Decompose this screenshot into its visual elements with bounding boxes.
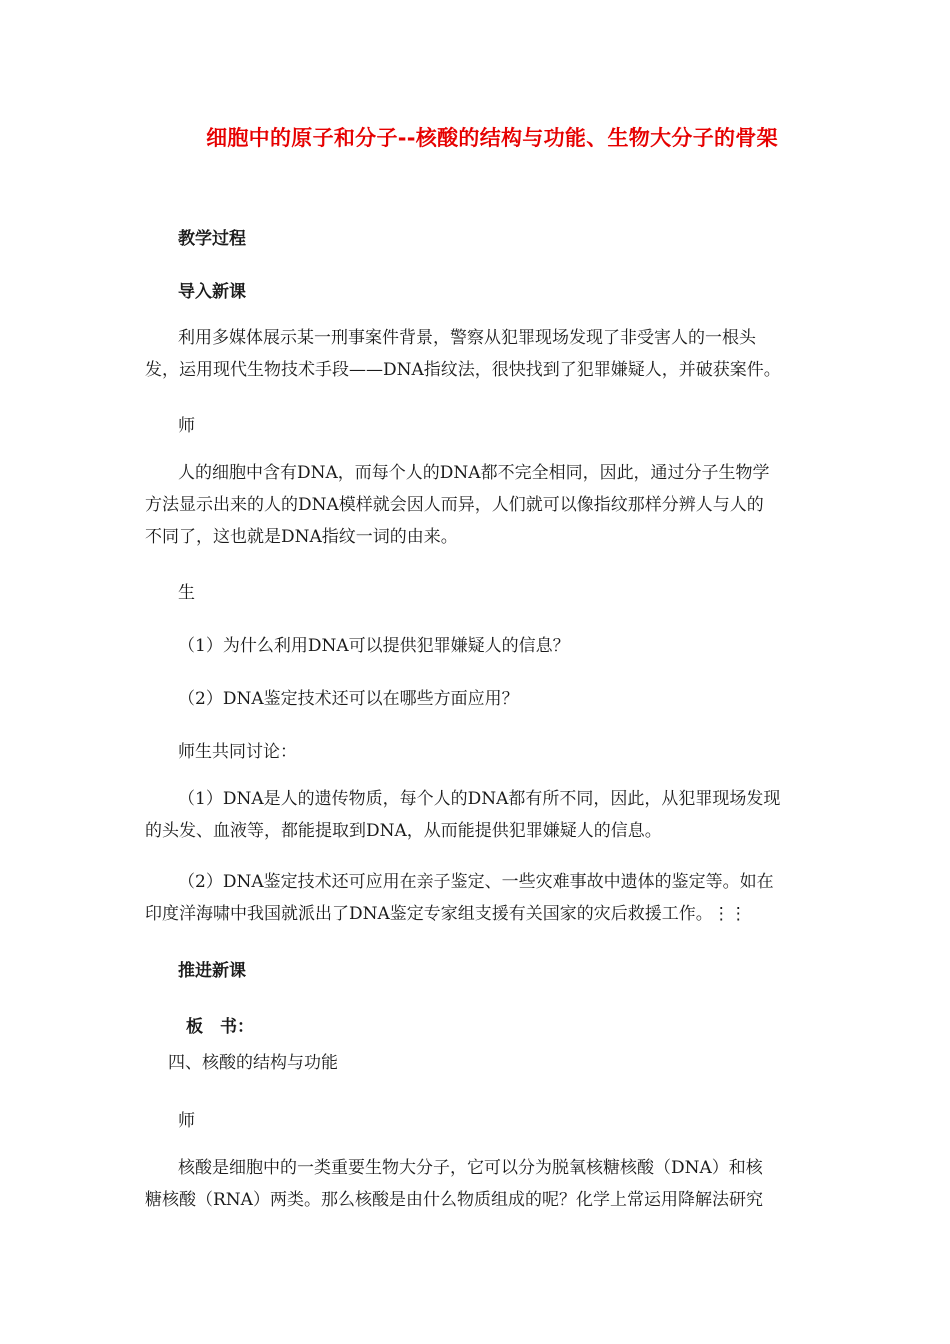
answer-2-paragraph [145,866,810,930]
intro-line-2: 发，运用现代生物技术手段——DNA指纹法，很快找到了犯罪嫌疑人，并破获案件。 [145,360,781,380]
question-1: （1）为什么利用DNA可以提供犯罪嫌疑人的信息？ [178,636,570,656]
answer-1-line-2: 的头发、血液等，都能提取到DNA，从而能提供犯罪嫌疑人的信息。 [145,821,662,841]
speaker-teacher-2: 师 [178,1111,195,1131]
heading-teaching-process: 教学过程 [178,229,246,249]
heading-intro: 导入新课 [178,282,246,302]
heading-advance: 推进新课 [178,961,246,981]
teacher-1-paragraph [145,457,810,553]
board-item: 四、核酸的结构与功能 [168,1053,338,1073]
discussion-label: 师生共同讨论： [178,742,297,762]
teacher-1-line-3: 不同了，这也就是DNA指纹一词的由来。 [145,527,458,547]
speaker-teacher-1: 师 [178,416,195,436]
answer-2-line-1: （2）DNA鉴定技术还可应用在亲子鉴定、一些灾难事故中遗体的鉴定等。如在 [178,872,774,892]
question-2: （2）DNA鉴定技术还可以在哪些方面应用？ [178,689,519,709]
teacher-1-line-1: 人的细胞中含有DNA，而每个人的DNA都不完全相同，因此，通过分子生物学 [178,463,770,483]
teacher-2-paragraph [145,1152,810,1216]
answer-1-paragraph [145,783,810,847]
answer-1-line-1: （1）DNA是人的遗传物质，每个人的DNA都有所不同，因此，从犯罪现场发现 [178,789,781,809]
speaker-student: 生 [178,583,195,603]
board-label: 板 书： [186,1017,254,1037]
teacher-2-line-1: 核酸是细胞中的一类重要生物大分子，它可以分为脱氧核糖核酸（DNA）和核 [178,1158,763,1178]
teacher-2-line-2: 糖核酸（RNA）两类。那么核酸是由什么物质组成的呢？化学上常运用降解法研究 [145,1190,763,1210]
teacher-1-line-2: 方法显示出来的人的DNA模样就会因人而异，人们就可以像指纹那样分辨人与人的 [145,495,764,515]
intro-paragraph [145,322,810,386]
answer-2-line-2: 印度洋海啸中我国就派出了DNA鉴定专家组支援有关国家的灾后救援工作。⋮⋮ [145,904,747,924]
page-title: 细胞中的原子和分子--核酸的结构与功能、生物大分子的骨架 [206,126,778,150]
intro-line-1: 利用多媒体展示某一刑事案件背景，警察从犯罪现场发现了非受害人的一根头 [178,328,756,348]
